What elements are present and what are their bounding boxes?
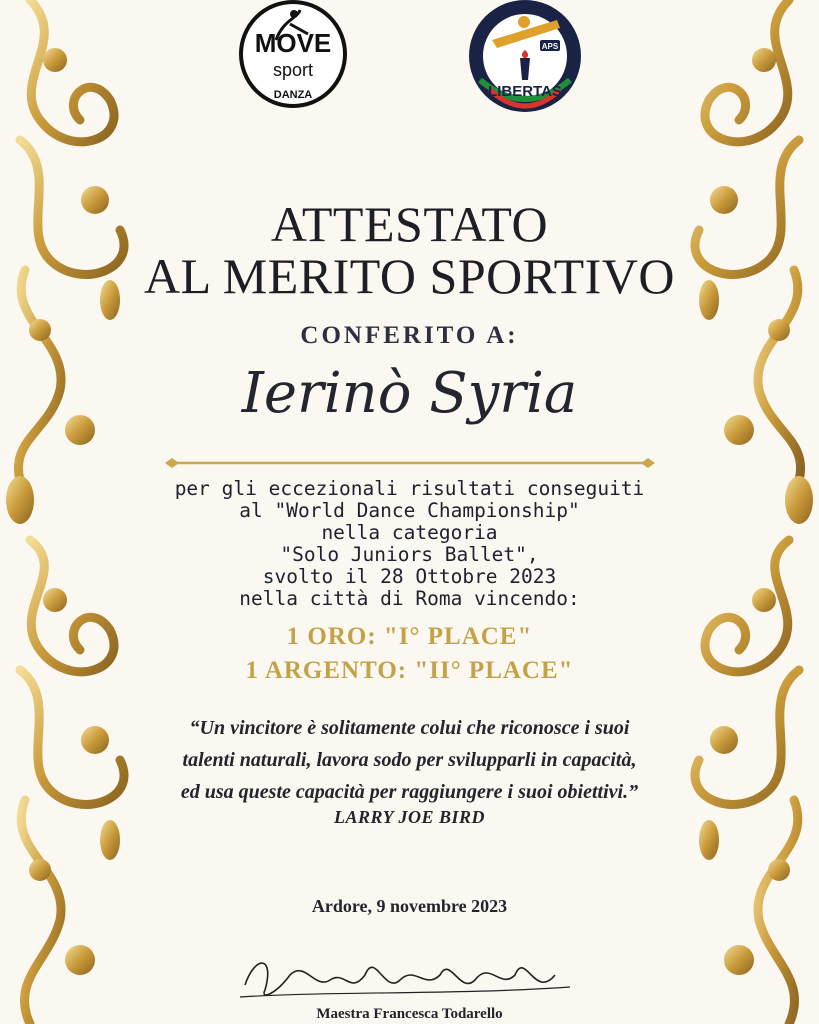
body-line: svolto il 28 Ottobre 2023 — [262, 565, 557, 588]
award-silver: 1 ARGENTO: "II° PLACE" — [245, 657, 574, 684]
svg-text:DANZA: DANZA — [273, 89, 313, 101]
signer-name: Maestra Francesca Todarello — [316, 1006, 503, 1022]
quote-author: LARRY JOE BIRD — [333, 807, 486, 827]
svg-text:APS: APS — [541, 42, 559, 51]
gold-divider — [165, 457, 655, 469]
body-line: nella categoria — [321, 521, 498, 544]
svg-text:sport: sport — [272, 60, 314, 80]
move-sport-logo — [228, 0, 358, 112]
gold-ornament-right-border — [659, 0, 819, 1024]
body-line: al "World Dance Championship" — [239, 499, 580, 522]
body-line: "Solo Juniors Ballet", — [280, 543, 539, 566]
quote-line: talenti naturali, lavora sodo per svilupparli in capacità, — [182, 749, 637, 771]
libertas-logo — [462, 0, 588, 116]
title-line-2: AL MERITO SPORTIVO — [143, 248, 676, 304]
award-gold: 1 ORO: "I° PLACE" — [286, 623, 533, 650]
conferred-label: CONFERITO A: — [300, 322, 519, 349]
recipient-name: Ierinò Syria — [241, 361, 578, 426]
body-line: nella città di Roma vincendo: — [239, 587, 580, 610]
motivational-quote — [140, 712, 679, 808]
certificate-title — [140, 198, 679, 302]
achievement-description — [140, 478, 679, 610]
quote-line: ed usa queste capacità per raggiungere i suoi obiettivi.” — [180, 781, 639, 803]
gold-ornament-left-border — [0, 0, 160, 1024]
quote-line: “Un vincitore è solitamente colui che riconosce i suoi — [189, 717, 630, 739]
place-and-date: Ardore, 9 novembre 2023 — [311, 896, 508, 916]
svg-text:LIBERTAS: LIBERTAS — [488, 83, 562, 100]
title-line-1: ATTESTATO — [270, 196, 549, 252]
body-line: per gli eccezionali risultati conseguiti — [174, 477, 645, 500]
handwritten-signature — [235, 945, 575, 1005]
svg-text:MOVE: MOVE — [254, 28, 332, 58]
